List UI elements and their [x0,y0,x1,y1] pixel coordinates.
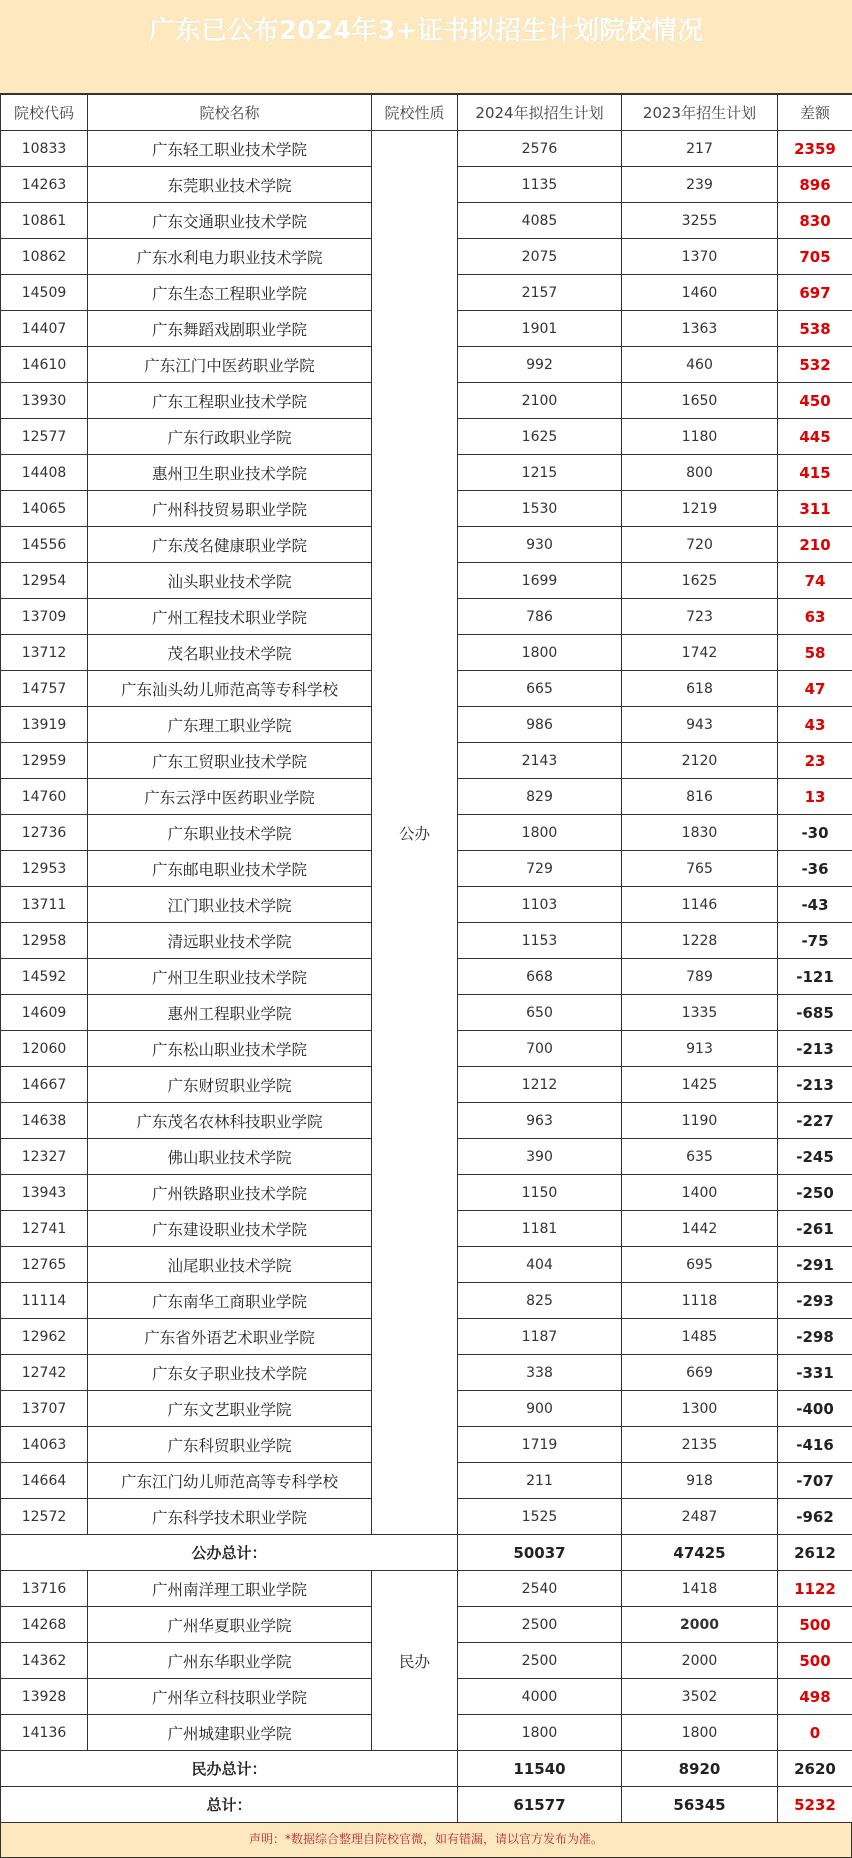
plan-2024: 4085 [458,203,622,239]
plan-diff: 1122 [778,1571,852,1607]
school-name: 广东科贸职业学院 [88,1427,372,1463]
school-code: 14638 [1,1103,88,1139]
plan-diff: -213 [778,1067,852,1103]
school-code: 13712 [1,635,88,671]
plan-diff: -250 [778,1175,852,1211]
plan-2023: 2000 [622,1643,778,1679]
plan-diff: -707 [778,1463,852,1499]
total-diff: 5232 [778,1787,852,1823]
plan-diff: -227 [778,1103,852,1139]
plan-diff: 415 [778,455,852,491]
school-code: 12572 [1,1499,88,1535]
header-row [1,95,852,131]
plan-2024: 2540 [458,1571,622,1607]
school-code: 12962 [1,1319,88,1355]
plan-diff: 311 [778,491,852,527]
plan-2024: 786 [458,599,622,635]
plan-2024: 930 [458,527,622,563]
plan-2023: 723 [622,599,778,635]
plan-diff: 63 [778,599,852,635]
school-name: 广东建设职业技术学院 [88,1211,372,1247]
plan-2024: 829 [458,779,622,815]
plan-diff: -293 [778,1283,852,1319]
school-name: 广东汕头幼儿师范高等专科学校 [88,671,372,707]
plan-diff: 697 [778,275,852,311]
school-code: 12954 [1,563,88,599]
plan-2023: 669 [622,1355,778,1391]
school-name: 惠州工程职业学院 [88,995,372,1031]
plan-2024: 2157 [458,275,622,311]
school-code: 14760 [1,779,88,815]
school-code: 13930 [1,383,88,419]
header-diff: 差额 [778,95,852,131]
plan-2024: 1150 [458,1175,622,1211]
school-name: 广东江门中医药职业学院 [88,347,372,383]
plan-2024: 2500 [458,1607,622,1643]
plan-diff: -30 [778,815,852,851]
plan-diff: -298 [778,1319,852,1355]
plan-2024: 668 [458,959,622,995]
public-total-row [1,1535,852,1571]
school-code: 12577 [1,419,88,455]
plan-2023: 1300 [622,1391,778,1427]
plan-2023: 635 [622,1139,778,1175]
school-code: 12060 [1,1031,88,1067]
plan-2023: 1460 [622,275,778,311]
plan-2023: 618 [622,671,778,707]
plan-2023: 3255 [622,203,778,239]
header-plan-2024: 2024年拟招生计划 [458,95,622,131]
plan-2024: 1800 [458,1715,622,1751]
school-code: 12953 [1,851,88,887]
school-code: 14664 [1,1463,88,1499]
plan-2023: 1190 [622,1103,778,1139]
school-code: 13928 [1,1679,88,1715]
school-name: 广东工贸职业技术学院 [88,743,372,779]
plan-2024: 1181 [458,1211,622,1247]
plan-2024: 900 [458,1391,622,1427]
plan-2023: 1485 [622,1319,778,1355]
school-code: 10862 [1,239,88,275]
plan-2024: 1212 [458,1067,622,1103]
plan-2024: 211 [458,1463,622,1499]
total-label: 总计： [1,1787,458,1823]
plan-2024: 1800 [458,635,622,671]
plan-diff: 538 [778,311,852,347]
plan-diff: 896 [778,167,852,203]
plan-2023: 2120 [622,743,778,779]
total-label: 公办总计： [1,1535,458,1571]
school-code: 12741 [1,1211,88,1247]
header-plan-2023: 2023年招生计划 [622,95,778,131]
page-title: 广东已公布2024年3+证书拟招生计划院校情况 [148,16,704,46]
plan-diff: -685 [778,995,852,1031]
plan-2023: 816 [622,779,778,815]
plan-2024: 665 [458,671,622,707]
plan-2024: 1187 [458,1319,622,1355]
plan-2023: 1146 [622,887,778,923]
plan-2024: 1625 [458,419,622,455]
school-code: 14556 [1,527,88,563]
school-code: 10861 [1,203,88,239]
plan-diff: 23 [778,743,852,779]
plan-2023: 239 [622,167,778,203]
school-code: 14509 [1,275,88,311]
plan-diff: -213 [778,1031,852,1067]
school-name: 广州卫生职业技术学院 [88,959,372,995]
school-code: 14667 [1,1067,88,1103]
plan-diff: 43 [778,707,852,743]
school-code: 12742 [1,1355,88,1391]
plan-2023: 1180 [622,419,778,455]
school-name: 广东江门幼儿师范高等专科学校 [88,1463,372,1499]
school-name: 茂名职业技术学院 [88,635,372,671]
plan-2023: 1370 [622,239,778,275]
plan-diff: 210 [778,527,852,563]
school-name: 东莞职业技术学院 [88,167,372,203]
plan-diff: -75 [778,923,852,959]
school-name: 广州华夏职业学院 [88,1607,372,1643]
school-name: 广州工程技术职业学院 [88,599,372,635]
header-name: 院校名称 [88,95,372,131]
total-plan-2024: 11540 [458,1751,622,1787]
plan-2024: 992 [458,347,622,383]
total-diff: 2612 [778,1535,852,1571]
school-name: 广东生态工程职业学院 [88,275,372,311]
school-name: 汕尾职业技术学院 [88,1247,372,1283]
plan-2024: 825 [458,1283,622,1319]
title-banner [0,0,852,94]
plan-2024: 963 [458,1103,622,1139]
plan-2023: 1625 [622,563,778,599]
school-code: 14592 [1,959,88,995]
school-code: 12327 [1,1139,88,1175]
plan-diff: 2359 [778,131,852,167]
school-name: 清远职业技术学院 [88,923,372,959]
school-nature: 公办 [372,131,458,1535]
plan-diff: 445 [778,419,852,455]
table-body [1,131,852,1823]
header-nature: 院校性质 [372,95,458,131]
private-total-row [1,1751,852,1787]
plan-diff: -962 [778,1499,852,1535]
school-name: 广东邮电职业技术学院 [88,851,372,887]
plan-2023: 460 [622,347,778,383]
school-code: 13943 [1,1175,88,1211]
plan-diff: 705 [778,239,852,275]
school-name: 广东舞蹈戏剧职业学院 [88,311,372,347]
plan-diff: -291 [778,1247,852,1283]
school-nature: 民办 [372,1571,458,1751]
plan-diff: 498 [778,1679,852,1715]
plan-diff: 450 [778,383,852,419]
school-code: 14263 [1,167,88,203]
plan-2024: 729 [458,851,622,887]
plan-2023: 1363 [622,311,778,347]
plan-2024: 390 [458,1139,622,1175]
enrollment-table [0,94,852,1823]
school-code: 10833 [1,131,88,167]
plan-diff: 13 [778,779,852,815]
school-code: 13919 [1,707,88,743]
school-code: 13711 [1,887,88,923]
school-name: 广州南洋理工职业学院 [88,1571,372,1607]
school-name: 广东水利电力职业技术学院 [88,239,372,275]
total-plan-2023: 8920 [622,1751,778,1787]
plan-2023: 918 [622,1463,778,1499]
plan-2024: 2500 [458,1643,622,1679]
plan-diff: -261 [778,1211,852,1247]
plan-2023: 217 [622,131,778,167]
grand-total-row [1,1787,852,1823]
plan-diff: -331 [778,1355,852,1391]
plan-diff: -400 [778,1391,852,1427]
school-name: 广东科学技术职业学院 [88,1499,372,1535]
school-name: 广东松山职业技术学院 [88,1031,372,1067]
school-code: 14609 [1,995,88,1031]
school-code: 12736 [1,815,88,851]
plan-2023: 1442 [622,1211,778,1247]
plan-diff: 58 [778,635,852,671]
total-plan-2023: 56345 [622,1787,778,1823]
school-name: 广东财贸职业学院 [88,1067,372,1103]
school-code: 13707 [1,1391,88,1427]
plan-2023: 1228 [622,923,778,959]
school-name: 广东职业技术学院 [88,815,372,851]
plan-diff: 74 [778,563,852,599]
plan-diff: 0 [778,1715,852,1751]
school-name: 广州华立科技职业学院 [88,1679,372,1715]
school-name: 广东轻工职业技术学院 [88,131,372,167]
plan-diff: -43 [778,887,852,923]
school-code: 14063 [1,1427,88,1463]
plan-2024: 404 [458,1247,622,1283]
total-plan-2024: 50037 [458,1535,622,1571]
plan-diff: 830 [778,203,852,239]
plan-2023: 1800 [622,1715,778,1751]
total-plan-2023: 47425 [622,1535,778,1571]
plan-2023: 720 [622,527,778,563]
school-code: 13716 [1,1571,88,1607]
school-code: 14407 [1,311,88,347]
school-code: 13709 [1,599,88,635]
school-name: 汕头职业技术学院 [88,563,372,599]
school-name: 佛山职业技术学院 [88,1139,372,1175]
total-diff: 2620 [778,1751,852,1787]
plan-2023: 1650 [622,383,778,419]
school-name: 广州铁路职业技术学院 [88,1175,372,1211]
plan-2024: 2576 [458,131,622,167]
plan-2023: 913 [622,1031,778,1067]
plan-2023: 3502 [622,1679,778,1715]
plan-2023: 943 [622,707,778,743]
plan-2023: 1335 [622,995,778,1031]
school-code: 14136 [1,1715,88,1751]
plan-2023: 1742 [622,635,778,671]
plan-2023: 695 [622,1247,778,1283]
plan-diff: -121 [778,959,852,995]
school-code: 12959 [1,743,88,779]
plan-2023: 2487 [622,1499,778,1535]
school-name: 广东文艺职业学院 [88,1391,372,1427]
school-code: 11114 [1,1283,88,1319]
plan-2024: 650 [458,995,622,1031]
plan-2024: 1135 [458,167,622,203]
plan-diff: -416 [778,1427,852,1463]
school-code: 14408 [1,455,88,491]
plan-2024: 1103 [458,887,622,923]
school-name: 广州科技贸易职业学院 [88,491,372,527]
plan-2024: 2075 [458,239,622,275]
school-name: 广东行政职业学院 [88,419,372,455]
plan-2024: 1215 [458,455,622,491]
plan-2024: 986 [458,707,622,743]
plan-2023: 1425 [622,1067,778,1103]
plan-2024: 1901 [458,311,622,347]
school-code: 14065 [1,491,88,527]
plan-2023: 2000 [622,1607,778,1643]
school-name: 惠州卫生职业技术学院 [88,455,372,491]
plan-2024: 700 [458,1031,622,1067]
school-code: 12765 [1,1247,88,1283]
school-name: 江门职业技术学院 [88,887,372,923]
plan-2023: 2135 [622,1427,778,1463]
plan-2024: 4000 [458,1679,622,1715]
school-name: 广东茂名健康职业学院 [88,527,372,563]
plan-2024: 2143 [458,743,622,779]
school-name: 广东省外语艺术职业学院 [88,1319,372,1355]
school-name: 广东女子职业技术学院 [88,1355,372,1391]
school-code: 14362 [1,1643,88,1679]
school-code: 14610 [1,347,88,383]
plan-2023: 1219 [622,491,778,527]
plan-2024: 1525 [458,1499,622,1535]
school-code: 14757 [1,671,88,707]
plan-2024: 1530 [458,491,622,527]
plan-diff: 500 [778,1607,852,1643]
table-row [1,1571,852,1607]
table-row [1,131,852,167]
plan-diff: 47 [778,671,852,707]
school-name: 广东工程职业技术学院 [88,383,372,419]
plan-2023: 1830 [622,815,778,851]
school-name: 广东理工职业学院 [88,707,372,743]
plan-diff: -36 [778,851,852,887]
disclaimer-footer: 声明：*数据综合整理自院校官微，如有错漏，请以官方发布为准。 [0,1823,852,1858]
school-name: 广州东华职业学院 [88,1643,372,1679]
total-plan-2024: 61577 [458,1787,622,1823]
plan-2023: 765 [622,851,778,887]
plan-2024: 2100 [458,383,622,419]
header-code: 院校代码 [1,95,88,131]
plan-2024: 1800 [458,815,622,851]
plan-2023: 1118 [622,1283,778,1319]
plan-2023: 1418 [622,1571,778,1607]
plan-diff: 532 [778,347,852,383]
plan-2024: 1719 [458,1427,622,1463]
school-name: 广东交通职业技术学院 [88,203,372,239]
plan-diff: -245 [778,1139,852,1175]
total-label: 民办总计： [1,1751,458,1787]
plan-2024: 1153 [458,923,622,959]
school-name: 广东云浮中医药职业学院 [88,779,372,815]
plan-diff: 500 [778,1643,852,1679]
plan-2023: 800 [622,455,778,491]
plan-2024: 1699 [458,563,622,599]
school-code: 14268 [1,1607,88,1643]
plan-2023: 789 [622,959,778,995]
school-name: 广东南华工商职业学院 [88,1283,372,1319]
plan-2024: 338 [458,1355,622,1391]
school-name: 广州城建职业学院 [88,1715,372,1751]
plan-2023: 1400 [622,1175,778,1211]
school-name: 广东茂名农林科技职业学院 [88,1103,372,1139]
school-code: 12958 [1,923,88,959]
